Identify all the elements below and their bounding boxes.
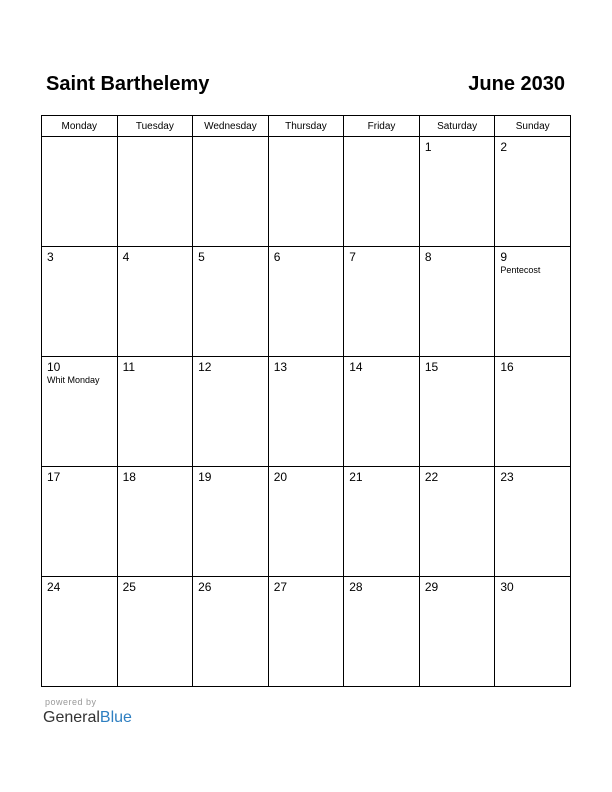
holiday-label	[269, 484, 344, 485]
day-number: 25	[122, 580, 136, 594]
week-row	[42, 357, 571, 467]
holiday-label	[42, 484, 117, 485]
day-number: 24	[47, 580, 61, 594]
calendar-grid	[41, 115, 571, 687]
weekday-header: Sunday	[495, 116, 571, 137]
calendar-country-title: Saint Barthelemy	[46, 73, 210, 95]
holiday-label	[193, 264, 268, 265]
weekday-header: Monday	[42, 116, 118, 137]
day-cell	[344, 577, 420, 687]
day-number: 29	[424, 580, 439, 594]
day-cell	[193, 247, 269, 357]
holiday-label	[420, 374, 495, 375]
day-cell	[344, 137, 420, 247]
holiday-label	[269, 374, 344, 375]
day-cell	[419, 247, 495, 357]
weekday-header: Wednesday	[193, 116, 269, 137]
weekday-header: Saturday	[419, 116, 495, 137]
holiday-label	[42, 594, 117, 595]
day-number: 2	[500, 140, 508, 154]
day-number: 4	[122, 250, 130, 264]
weekday-header: Friday	[344, 116, 420, 137]
day-number: 3	[47, 250, 54, 264]
day-number: 28	[349, 580, 363, 594]
day-number: 13	[273, 360, 288, 374]
day-cell	[117, 137, 193, 247]
day-cell	[193, 577, 269, 687]
holiday-label	[118, 264, 193, 265]
day-cell	[268, 247, 344, 357]
brand-blue: Blue	[99, 709, 132, 726]
day-number: 26	[198, 580, 212, 594]
week-row	[42, 137, 571, 247]
holiday-label: Whit Monday	[47, 375, 100, 385]
day-cell	[42, 137, 118, 247]
holiday-label	[420, 594, 495, 595]
day-number: 14	[349, 360, 363, 374]
holiday-label	[495, 374, 570, 375]
day-number: 23	[500, 470, 514, 484]
holiday-label	[344, 484, 419, 485]
day-cell	[42, 357, 118, 467]
day-cell	[268, 357, 344, 467]
day-cell	[495, 577, 571, 687]
day-cell	[42, 467, 118, 577]
day-cell	[117, 577, 193, 687]
day-number: 27	[273, 580, 288, 594]
calendar-month-title: June 2030	[468, 73, 565, 95]
day-cell	[495, 247, 571, 357]
day-cell	[268, 577, 344, 687]
holiday-label	[193, 594, 268, 595]
holiday-label	[118, 594, 193, 595]
day-number: 22	[424, 470, 439, 484]
holiday-label	[42, 264, 117, 265]
holiday-label: Pentecost	[500, 265, 541, 275]
day-cell	[117, 357, 193, 467]
day-cell	[42, 247, 118, 357]
day-cell	[419, 137, 495, 247]
weekday-header-row	[42, 116, 571, 137]
day-number: 7	[349, 250, 356, 264]
day-number: 5	[198, 250, 205, 264]
holiday-label	[495, 154, 570, 155]
day-number: 30	[500, 580, 514, 594]
holiday-label	[193, 374, 268, 375]
day-number: 20	[273, 470, 288, 484]
day-cell	[419, 357, 495, 467]
generalblue-logo[interactable]	[43, 708, 132, 728]
powered-by-text: powered by	[45, 697, 97, 707]
day-cell	[419, 467, 495, 577]
holiday-label	[269, 594, 344, 595]
day-number: 21	[349, 470, 363, 484]
holiday-label	[344, 264, 419, 265]
day-number: 17	[47, 470, 61, 484]
holiday-label	[193, 484, 268, 485]
week-row	[42, 247, 571, 357]
holiday-label	[344, 374, 419, 375]
day-cell	[495, 467, 571, 577]
holiday-label	[269, 264, 344, 265]
holiday-label	[118, 140, 193, 141]
day-cell	[42, 577, 118, 687]
holiday-label	[420, 154, 495, 155]
day-number: 10	[47, 360, 61, 374]
week-row	[42, 467, 571, 577]
day-number: 15	[424, 360, 439, 374]
day-cell	[117, 247, 193, 357]
day-cell	[193, 357, 269, 467]
weekday-header: Thursday	[268, 116, 344, 137]
holiday-label	[269, 140, 344, 141]
day-number: 6	[273, 250, 281, 264]
day-cell	[268, 467, 344, 577]
day-number: 12	[198, 360, 212, 374]
day-cell	[117, 467, 193, 577]
day-cell	[344, 467, 420, 577]
holiday-label	[118, 484, 193, 485]
holiday-label	[420, 264, 495, 265]
day-cell	[344, 357, 420, 467]
day-cell	[495, 137, 571, 247]
holiday-label	[344, 140, 419, 141]
holiday-label	[118, 374, 193, 375]
day-cell	[419, 577, 495, 687]
holiday-label	[495, 484, 570, 485]
footer-branding	[43, 697, 132, 728]
holiday-label	[344, 594, 419, 595]
day-number: 19	[198, 470, 212, 484]
day-cell	[268, 137, 344, 247]
day-cell	[193, 137, 269, 247]
day-number: 1	[424, 140, 432, 154]
day-number: 16	[500, 360, 514, 374]
day-number: 11	[122, 360, 136, 374]
day-cell	[344, 247, 420, 357]
holiday-label	[495, 594, 570, 595]
weekday-header: Tuesday	[117, 116, 193, 137]
holiday-label	[193, 140, 268, 141]
brand-general: General	[43, 709, 100, 726]
day-cell	[193, 467, 269, 577]
holiday-label	[420, 484, 495, 485]
holiday-label	[42, 140, 117, 141]
day-number: 8	[424, 250, 432, 264]
day-number: 9	[500, 250, 508, 264]
day-cell	[495, 357, 571, 467]
day-number: 18	[122, 470, 136, 484]
week-row	[42, 577, 571, 687]
